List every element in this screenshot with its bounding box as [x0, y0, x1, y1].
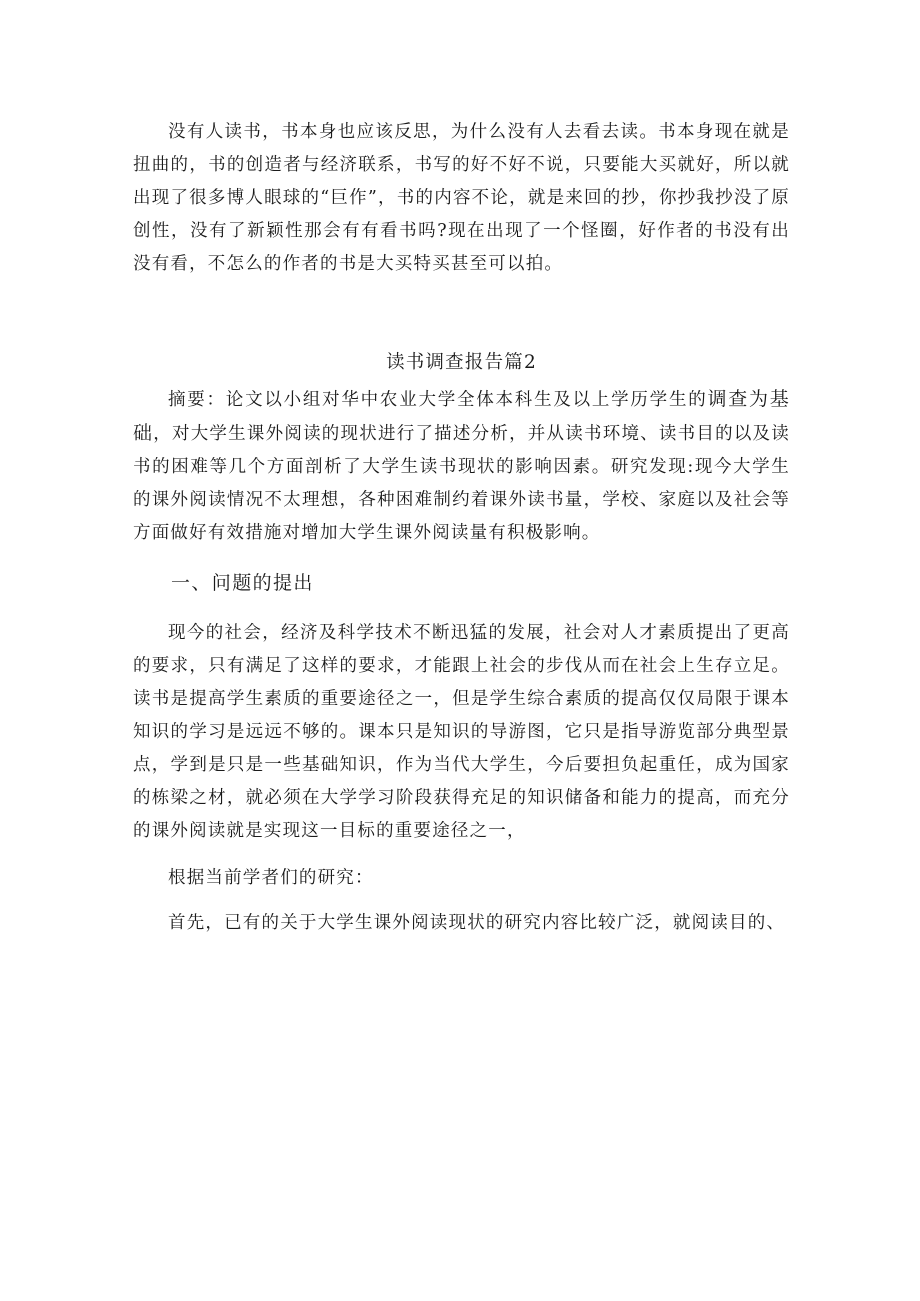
body-paragraph: 现今的社会，经济及科学技术不断迅猛的发展，社会对人才素质提出了更高的要求，只有满足了这样的要求，才能跟上社会的步伐从而在社会上生存立足。读书是提高学生素质的重要途径之一，但是学生综合素质的提高仅仅局限于课本知识的学习是远远不够的。课本只是知识的导游图，它只是指导游览部分典型景点，学到是只是一些基础知识，作为当代大学生，今后要担负起重任，成为国家的栋梁之材，就必须在大学学习阶段获得充足的知识储备和能力的提高，而充分的课外阅读就是实现这一目标的重要途径之一，	[133, 623, 790, 841]
spacer	[133, 848, 790, 862]
spacer	[133, 600, 790, 617]
abstract-paragraph	[133, 383, 790, 550]
spacer	[133, 281, 790, 346]
body-paragraph: 根据当前学者们的研究：	[168, 868, 374, 888]
abstract-text-start: 摘要：论文以小组对华中农业大学全体本科生及以上学历学生的	[168, 390, 708, 410]
spacer	[133, 895, 790, 907]
section-heading: 一、问题的提出	[171, 572, 314, 594]
abstract-text-end: ，对大学生课外阅读的现状进行了描述分析，并从读书环境、读书目的以及读书的困难等几个方面剖析了大学生读书现状的影响因素。研究发现:现今大学生的课外阅读情况不太理想，各种困难制约着课外读书量，学校、家庭以及社会等方面做好有效措施对增加大学生课外阅读量有积极影响。	[133, 424, 790, 543]
document-page	[133, 116, 790, 940]
spacer	[133, 550, 790, 567]
section-title: 读书调查报告篇2	[386, 352, 537, 373]
intro-paragraph: 没有人读书，书本身也应该反思，为什么没有人去看去读。书本身现在就是扭曲的，书的创造者与经济联系，书写的好不好不说，只要能大买就好，所以就出现了很多博人眼球的“巨作”，书的内容不论，就是来回的抄，你抄我抄没了原创性，没有了新颖性那会有有看书吗?现在出现了一个怪圈，好作者的书没有出没有看，不怎么的作者的书是大买特买甚至可以拍。	[133, 122, 790, 274]
body-paragraph: 首先，已有的关于大学生课外阅读现状的研究内容比较广泛，就阅读目的、	[168, 913, 786, 933]
abstract-emphasis: 调查为基础	[133, 388, 790, 444]
